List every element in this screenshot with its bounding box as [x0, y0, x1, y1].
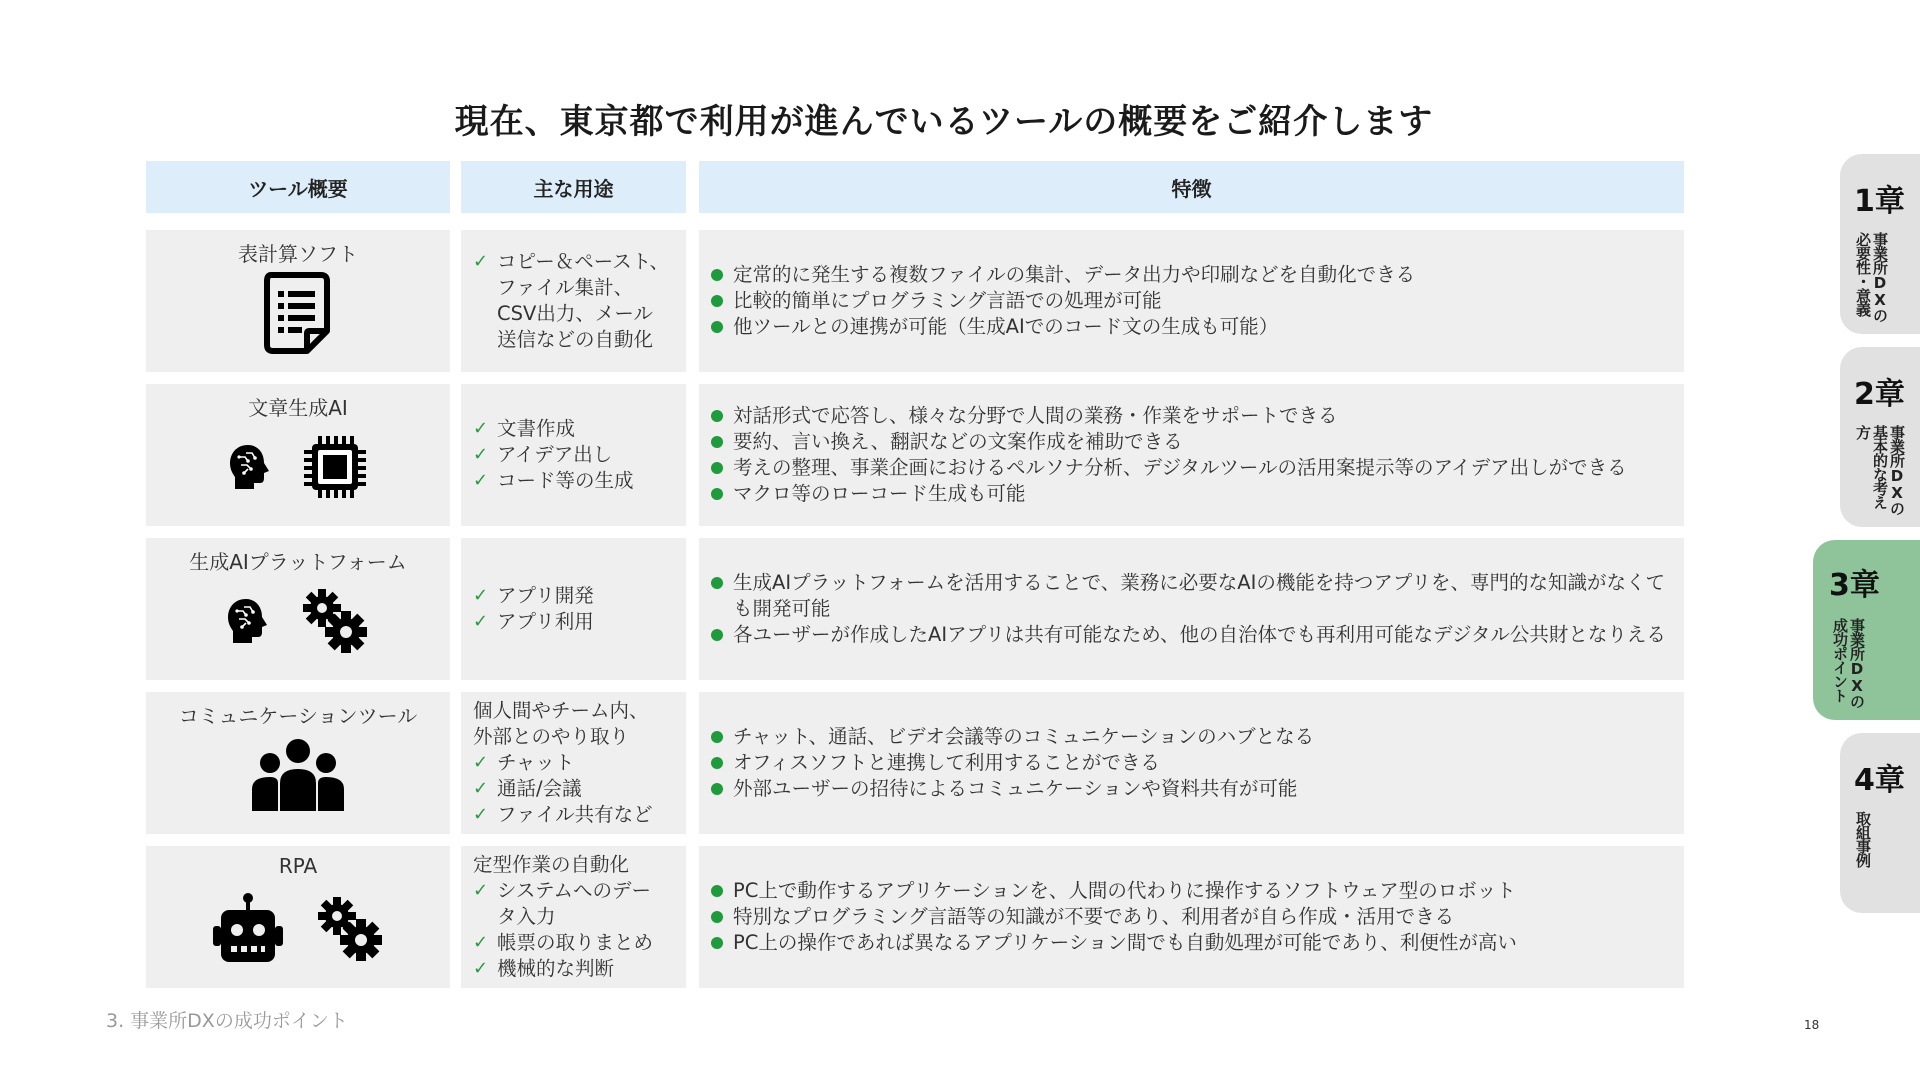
- use-item: [473, 904, 680, 930]
- use-item: [473, 724, 680, 750]
- tool-name: 文章生成AI: [248, 396, 348, 420]
- feature-item: [711, 429, 1668, 455]
- feature-item: [711, 878, 1668, 904]
- chapter-tab-1[interactable]: [1840, 154, 1920, 334]
- use-text: CSV出力、メール: [497, 302, 653, 325]
- feature-item: [711, 776, 1668, 802]
- tool-icons: [146, 734, 450, 820]
- gears-icon: [315, 894, 385, 968]
- bullet-dot-icon: [711, 295, 723, 307]
- chapter-tab-4[interactable]: [1840, 733, 1920, 913]
- use-text: ファイル集計、: [497, 276, 634, 299]
- chapter-tab-description: 取組事例: [1854, 811, 1872, 867]
- bullet-dot-icon: [711, 410, 723, 422]
- feature-text: オフィスソフトと連携して利用することができる: [733, 751, 1160, 774]
- use-text: 機械的な判断: [497, 957, 615, 980]
- feature-text: 考えの整理、事業企画におけるペルソナ分析、デジタルツールの活用案提示等のアイデア出しができる: [733, 456, 1627, 479]
- use-item: [473, 852, 680, 878]
- bullet-dot-icon: [711, 731, 723, 743]
- checkmark-icon: ✓: [473, 418, 489, 439]
- feature-text: PC上で動作するアプリケーションを、人間の代わりに操作するソフトウェア型のロボット: [733, 879, 1516, 902]
- page-number: 18: [1804, 1018, 1820, 1032]
- ai-head-icon: [228, 443, 272, 495]
- checkmark-icon: ✓: [473, 251, 489, 272]
- use-item: [473, 275, 680, 301]
- bullet-dot-icon: [711, 436, 723, 448]
- use-item: [473, 416, 680, 442]
- header-features: 特徴: [699, 161, 1684, 213]
- use-text: タ入力: [497, 905, 556, 928]
- features-cell: [699, 230, 1684, 372]
- use-text: 個人間やチーム内、: [473, 699, 649, 722]
- feature-text: 他ツールとの連携が可能（生成AIでのコード文の生成も可能）: [733, 315, 1279, 338]
- tool-cell: [146, 538, 450, 680]
- spreadsheet-document-icon: [263, 271, 333, 359]
- bullet-dot-icon: [711, 757, 723, 769]
- tool-icons: [146, 426, 450, 512]
- gears-icon: [300, 586, 370, 660]
- indent-spacer: [473, 301, 497, 327]
- checkmark-icon: ✓: [473, 778, 489, 799]
- bullet-dot-icon: [711, 321, 723, 333]
- feature-text: マクロ等のローコード生成も可能: [733, 482, 1026, 505]
- use-text: 外部とのやり取り: [473, 725, 630, 748]
- uses-cell: [461, 230, 686, 372]
- bullet-dot-icon: [711, 937, 723, 949]
- bullet-dot-icon: [711, 577, 723, 589]
- uses-cell: [461, 846, 686, 988]
- footer-section-label: 3. 事業所DXの成功ポイント: [106, 1010, 348, 1032]
- chip-icon: [302, 434, 368, 504]
- chapter-tab-description: 事業所DXの必要性・意義: [1854, 232, 1889, 322]
- feature-item: [711, 622, 1668, 648]
- features-cell: [699, 538, 1684, 680]
- checkmark-icon: ✓: [473, 585, 489, 606]
- use-text: アプリ利用: [497, 610, 594, 633]
- use-item: [473, 802, 680, 828]
- people-group-icon: [250, 737, 346, 817]
- use-text: コード等の生成: [497, 469, 634, 492]
- tool-name: コミュニケーションツール: [178, 704, 418, 728]
- use-item: [473, 249, 680, 275]
- checkmark-icon: ✓: [473, 932, 489, 953]
- chapter-tab-label: 1章: [1854, 184, 1905, 219]
- use-text: コピー＆ペースト、: [497, 250, 669, 273]
- use-text: チャット: [497, 751, 575, 774]
- bullet-dot-icon: [711, 783, 723, 795]
- use-text: 定型作業の自動化: [473, 853, 630, 876]
- feature-item: [711, 570, 1668, 622]
- chapter-tab-description: 事業所DXの基本的な考え方: [1854, 425, 1906, 515]
- feature-item: [711, 455, 1668, 481]
- tool-cell: [146, 692, 450, 834]
- bullet-dot-icon: [711, 911, 723, 923]
- tool-name: 表計算ソフト: [238, 242, 358, 266]
- checkmark-icon: ✓: [473, 958, 489, 979]
- feature-item: [711, 314, 1668, 340]
- feature-text: 対話形式で応答し、様々な分野で人間の業務・作業をサポートできる: [733, 404, 1338, 427]
- use-item: [473, 698, 680, 724]
- feature-text: チャット、通話、ビデオ会議等のコミュニケーションのハブとなる: [733, 725, 1315, 748]
- use-item: [473, 583, 680, 609]
- ai-head-icon: [226, 597, 270, 649]
- uses-cell: [461, 538, 686, 680]
- feature-item: [711, 288, 1668, 314]
- use-text: アプリ開発: [497, 584, 594, 607]
- indent-spacer: [473, 904, 497, 930]
- feature-text: 定常的に発生する複数ファイルの集計、データ出力や印刷などを自動化できる: [733, 263, 1416, 286]
- feature-item: [711, 930, 1668, 956]
- use-item: [473, 750, 680, 776]
- page-title: 現在、東京都で利用が進んでいるツールの概要をご紹介します: [454, 102, 1434, 142]
- use-text: 文書作成: [497, 417, 576, 440]
- use-text: アイデア出し: [497, 443, 613, 466]
- checkmark-icon: ✓: [473, 444, 489, 465]
- use-item: [473, 301, 680, 327]
- tool-name: 生成AIプラットフォーム: [189, 550, 407, 574]
- checkmark-icon: ✓: [473, 752, 489, 773]
- chapter-tab-label: 3章: [1829, 568, 1880, 603]
- use-item: [473, 468, 680, 494]
- feature-item: [711, 481, 1668, 507]
- feature-text: PC上の操作であれば異なるアプリケーション間でも自動処理が可能であり、利便性が高い: [733, 931, 1517, 954]
- use-item: [473, 930, 680, 956]
- chapter-tab-label: 2章: [1854, 377, 1905, 412]
- feature-item: [711, 403, 1668, 429]
- feature-item: [711, 904, 1668, 930]
- uses-cell: [461, 384, 686, 526]
- feature-text: 要約、言い換え、翻訳などの文案作成を補助できる: [733, 430, 1183, 453]
- feature-text: 生成AIプラットフォームを活用することで、業務に必要なAIの機能を持つアプリを、専門的な知識がなくても開発可能: [733, 571, 1666, 620]
- tool-icons: [146, 580, 450, 666]
- feature-item: [711, 724, 1668, 750]
- use-text: 通話/会議: [497, 777, 582, 800]
- use-text: 送信などの自動化: [497, 328, 654, 351]
- use-text: 帳票の取りまとめ: [497, 931, 654, 954]
- tool-icons: [146, 888, 450, 974]
- feature-text: 各ユーザーが作成したAIアプリは共有可能なため、他の自治体でも再利用可能なデジタル公共財となりえる: [733, 623, 1666, 646]
- chapter-tab-3[interactable]: [1813, 540, 1920, 720]
- tool-name: RPA: [278, 854, 318, 878]
- bullet-dot-icon: [711, 885, 723, 897]
- checkmark-icon: ✓: [473, 880, 489, 901]
- features-cell: [699, 384, 1684, 526]
- tool-cell: [146, 230, 450, 372]
- indent-spacer: [473, 275, 497, 301]
- features-cell: [699, 692, 1684, 834]
- use-text: システムへのデー: [497, 879, 652, 902]
- tool-cell: [146, 384, 450, 526]
- feature-text: 特別なプログラミング言語等の知識が不要であり、利用者が自ら作成・活用できる: [733, 905, 1455, 928]
- feature-text: 比較的簡単にプログラミング言語での処理が可能: [733, 289, 1162, 312]
- bullet-dot-icon: [711, 269, 723, 281]
- use-item: [473, 956, 680, 982]
- checkmark-icon: ✓: [473, 470, 489, 491]
- bullet-dot-icon: [711, 462, 723, 474]
- chapter-tab-description: 事業所DXの成功ポイント: [1831, 618, 1866, 708]
- header-tool-overview: ツール概要: [146, 161, 450, 213]
- checkmark-icon: ✓: [473, 804, 489, 825]
- use-text: ファイル共有など: [497, 803, 653, 826]
- indent-spacer: [473, 327, 497, 353]
- use-item: [473, 609, 680, 635]
- bullet-dot-icon: [711, 629, 723, 641]
- bullet-dot-icon: [711, 488, 723, 500]
- tool-cell: [146, 846, 450, 988]
- features-cell: [699, 846, 1684, 988]
- uses-cell: [461, 692, 686, 834]
- feature-item: [711, 262, 1668, 288]
- chapter-tab-label: 4章: [1854, 763, 1905, 798]
- use-item: [473, 878, 680, 904]
- use-item: [473, 327, 680, 353]
- robot-icon: [211, 892, 285, 970]
- header-main-uses: 主な用途: [461, 161, 686, 213]
- chapter-tab-2[interactable]: [1840, 347, 1920, 527]
- feature-text: 外部ユーザーの招待によるコミュニケーションや資料共有が可能: [733, 777, 1298, 800]
- feature-item: [711, 750, 1668, 776]
- checkmark-icon: ✓: [473, 611, 489, 632]
- tool-icons: [146, 272, 450, 358]
- use-item: [473, 442, 680, 468]
- use-item: [473, 776, 680, 802]
